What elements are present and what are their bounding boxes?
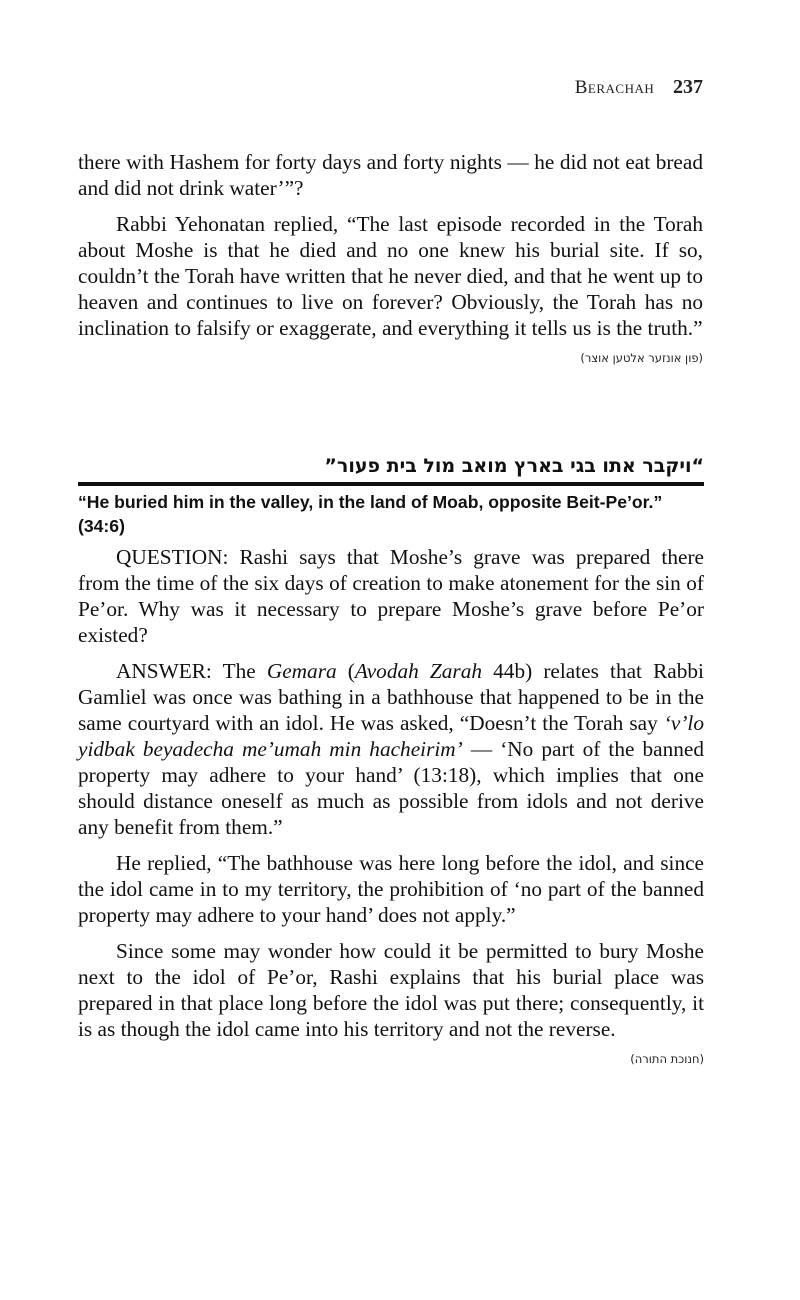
source-citation-2: (חנוכת התורה): [630, 1052, 704, 1066]
conclusion-paragraph: Since some may wonder how could it be permitted to bury Moshe next to the idol of Pe’or, Rashi explains that his burial place was prepared in that place long before the idol was put there; consequently, it is as though the idol came into his territory and not the reverse.: [78, 939, 704, 1041]
answer-paren: (: [336, 659, 355, 683]
question-paragraph: QUESTION: Rashi says that Moshe’s grave was prepared there from the time of the six days of creation to make atonement for the sin of Pe’or. Why was it necessary to prepare Moshe’s grave before Pe’or existed?: [78, 545, 704, 647]
gemara-term: Gemara: [266, 659, 337, 683]
hebrew-verse-heading: “ויקבר אתו בגי בארץ מואב מול בית פעור”: [324, 455, 704, 477]
paragraph-rabbi-yehonatan: Rabbi Yehonatan replied, “The last episode recorded in the Torah about Moshe is that he died and no one knew his burial site. If so, couldn’t the Torah have written that he never died, and that he went up to heaven and continues to live on forever? Obviously, the Torah has no inclination to falsify or exaggerate, and everything it tells us is the truth.”: [78, 212, 703, 340]
paragraph-continuation: there with Hashem for forty days and forty nights — he did not eat bread and did not drink water’”?: [78, 150, 703, 200]
hebrew-transliteration: ‘v’lo yidbak beyadecha me’umah min hacheirim’: [78, 711, 704, 761]
heading-rule: [78, 482, 704, 486]
page-number: 237: [673, 76, 703, 98]
answer-body: 44b) relates that Rabbi Gamliel was once was bathing in a bathhouse that happened to be in the same courtyard with an idol. He was asked, “Doesn’t the Torah say: [78, 659, 704, 735]
section-1: [78, 149, 703, 367]
answer-paragraph: [78, 658, 704, 840]
english-verse-heading: “He buried him in the valley, in the land of Moab, opposite Beit-Pe’or.” (34:6): [78, 492, 663, 536]
answer-prefix: ANSWER: The: [116, 659, 267, 683]
tractate-name: Avodah Zarah: [354, 659, 482, 683]
source-citation-1: (פון אונזער אלטען אוצר): [580, 351, 703, 365]
section-2: [78, 452, 704, 1068]
running-head-title: Berachah: [574, 77, 655, 98]
running-head: [575, 76, 703, 99]
reply-paragraph: He replied, “The bathhouse was here long before the idol, and since the idol came in to my territory, the prohibition of ‘no part of the banned property may adhere to your hand’ does not apply.”: [78, 851, 704, 927]
answer-suffix: — ‘No part of the banned property may adhere to your hand’ (13:18), which implies that one should distance oneself as much as possible from idols and not derive any benefit from them.”: [78, 737, 704, 839]
